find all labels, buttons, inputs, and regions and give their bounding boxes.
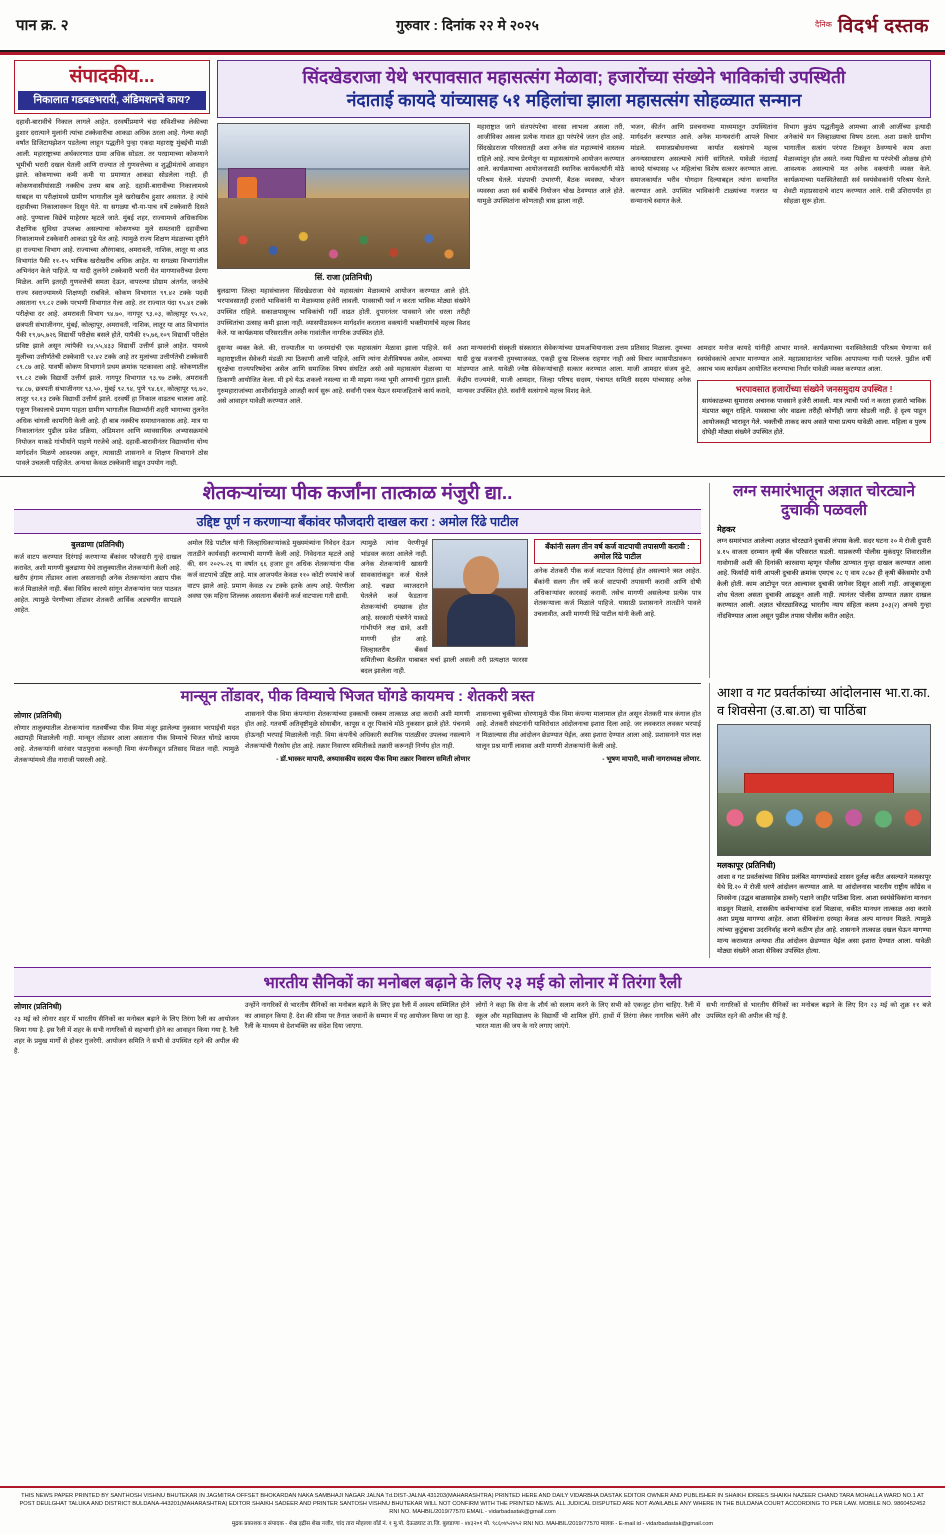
lead-col-4: विभाग कुठंय पद्धतीमुळे आमच्या आजी आजींच्या इत्यादी अनेकांचे मन जिव्हाळ्याचा विषय ठरला. अशा प्रकारे ग्रामीण भागातील सत्संग परंपरा टिकवून ठेवण्याचे काम अशा मेळाव्यांतून होत असते. नव्या पिढीला या परंपरेची ओळख होणे आवश्यक असल्याचे मत अनेक वक्त्यांनी व्यक्त केले. कार्यक्रमाच्या यशस्वितेसाठी सर्व स्वयंसेवकांनी परिश्रम घेतले. शेवटी महाप्रसादाचे वाटप करण्यात आले. रात्री उशिरापर्यंत हा सोहळा सुरू होता.: [783, 123, 931, 206]
lead-note-wrap: [697, 344, 931, 443]
chain-snatch-story: [709, 483, 931, 678]
hindi-columns: [14, 1001, 931, 1058]
farmer-columns: [14, 539, 701, 678]
newspaper-logo: [719, 12, 929, 38]
imprint-footer: [0, 1486, 945, 1534]
lead-photo-caption: सिं. राजा (प्रतिनिधी): [314, 272, 373, 282]
lead-columns: [477, 123, 931, 340]
editorial-subtitle: निकालात गडबडभरारी, अंडिमशनचे काय?: [18, 91, 206, 110]
lead-headline-line1: सिंदखेडराजा येथे भरपावसात महासत्संग मेळावा; हजारोंच्या संख्येने भाविकांची उपस्थिती: [302, 67, 846, 87]
chain-snatch-body: लग्न समारंभात आलेल्या अज्ञात चोरट्याने दुचाकी लंपास केली. सदर घटना २० मे रोजी दुपारी ४.१५ वाजता दरम्यान कृषी बँक परिसरात घडली. याप्रकरणी पोलीस मुकंदपूर शिवारातील गावोगावी अशी की दिनांकी कारवाया म्हणून पोलीस ठाण्यात गुन्हा दाखल करण्यात आला आहे. फिर्यादी यांनी आपली दुचाकी क्रमांक एमएच २८ ए वाय २८७२ ही कृषी बँकेसमोर उभी केली होती. काम आटोपून परत आल्यावर दुचाकी जागेवर दिसून आली नाही. आजूबाजूला शोध घेतला असता दुचाकी आढळून आली नाही. त्यानंतर पोलीस ठाण्यात तक्रार दाखल करण्यात आली. अज्ञात चोरट्याविरुद्ध भारतीय न्याय संहिता कलम ३०३(२) अन्वये गुन्हा नोंदविण्यात आला असून पुढील तपास पोलीस करीत आहेत.: [717, 538, 931, 621]
lead-headline-line2: नंदाताई कायदे यांच्यासह ५१ महिलांचा झाला महासत्संग सोहळ्यात सन्मान: [346, 89, 802, 110]
lead-highlight-box: [697, 380, 931, 443]
lead-headline-block: [217, 60, 931, 118]
support-headline: आशा व गट प्रवर्तकांच्या आंदोलनास भा.रा.का. व शिवसेना (उ.बा.ठा) चा पाठिंबा: [717, 684, 931, 718]
monsoon-col-3: [476, 710, 701, 767]
monsoon-section: [0, 678, 945, 958]
editorial-column: [14, 60, 210, 470]
editorial-body: दहावी-बारावीचे निकाल लागले आहेत. दरवर्षीप्रमाणे चंदा सविशीच्या लेकीच्या हुशार दरात्याने मुलांनी त्यांचा टक्केवारीचा आकडा अधिक ठरला आहे. गेल्या काही वर्षांत डिजिटायझेशन पडतेल्या लाहून पद्धतीने पुन्हा एकदा महाराष्ट्र मुंबईची माळी आली. महाराष्ट्राच्या अर्थकारणात ग्रामा अधिक सोडता. तर परग्रामाच्या कोकणाने भूमीची भरारी दखल घेतली आणि राज्यात तो गुणवत्तेच्या व शुद्धीमंतांचे आवाहन झाले. कोकणाच्या कमी कमी या प्रमाणात आकडा सोडलेला नाही. ही कोकणवासीयांसाठी नक्कीच उत्तम बाब आहे. दहावी-बारावीच्या निकालामध्ये याबद्दल या परीक्षांमध्ये ग्रामीण भागातील मुले खरोखरीच हुशार असतात. हे त्यांचे दहावीच्या निकालावरून दिसून येते. या सगळ्या चौ-या-पाच वर्षे टक्केवारी दिसते आहे. पुण्याला विद्येचे माहेरघर म्हटले जाते. मुंबई शहर, राज्यामध्ये अधिकाधिक शैक्षणिक सुविधा उपलब्ध असल्याचा कोकणच्या मुले समतवारी दहावीच्या निकालामध्ये टक्केवारी आकडा पुढे येत आहे. त्यामुळे राज्य शिक्षण मंडळाच्या दृष्टीने हा राज्याचा विभाग आहे. राज्याच्या औरंगाबाद, अमरावती, नाशिक, लातूर या आठ विभागांत पैकी ११-१५ भाषिक खरोखरीच अधिक आहेत. या सगळ्या विभागांतील अभिनंदन केले पाहिजे. या यादी तुलनेने टक्केवारी भरारी घेत मागणावरीच्या प्रेरणा मिळेल. आणि इतरही गुणवत्तेची समता देऊन, वापरल्या प्रोग्राम अंतर्गत, जनतेचे राज्य स्वराज्यामध्ये शिक्षणही राबविले. कोकण विभागात ९९.४२ टक्के पदवी असताना ९९.८२ टक्के परभणी विभागात गेला आहे. तर राज्यात यंदा ९५.४१ टक्के परीक्षेचा दर आहे. अमरावती विभाग ९४.७०, नागपूर ९३.०३, कोल्हापूर ९५.५२, छत्रपती संभाजीनगर, मुंबई, कोल्हापूर, अमरावती, नाशिक, लातूर या आठ विभागांत पैकी १९,७५,७२६ विद्यार्थी परीक्षेस बसले होते, यापैकी १५,७६,१०९ विद्यार्थी परीक्षेत प्रविष्ट झाले असून त्यांपैकी १४,५५,४३३ विद्यार्थी उत्तीर्ण झाले आहेत. यामध्ये मुलींच्या उत्तीर्णतेची टक्केवारी ९२.४२ टक्के आहे तर मुलांच्या उत्तीर्णतेची टक्केवारी ८९.८७ आहे. यावर्षी कोकण विभागाने प्रथम क्रमांक पटकावला आहे. कोकणातील ९९.८२ टक्के विद्यार्थी उत्तीर्ण झाले. नागपूर विभागात ९३.९७ टक्के, अमरावती ९४.८७, छत्रपती संभाजीनगर ९३.५०, मुंबई ९२.९४, पुणे ९४.६१, कोल्हापूर ९६.७२, लातूर ९२.१३ टक्के विद्यार्थी उत्तीर्ण झाले. दरवर्षी हा निकाल वाढतच चालला आहे. एकूण निकालाचे प्रमाण पाहता ग्रामीण भागातील विद्यार्थ्यांनी शहरी भागाच्या तुलनेत अधिक चांगली कामगिरी केली आहे. ही बाब नक्कीच समाधानकारक आहे. मात्र या निकालानंतर पुढील प्रवेश प्रक्रिया, अंडिमशन आणि व्यावसायिक अभ्यासक्रमांचे नियोजन याकडे गांभीर्याने पाहणे गरजेचे आहे. दहावी-बारावीनंतर विद्यार्थ्यांना योग्य मार्गदर्शन मिळणे आवश्यक असून, त्यासाठी शासनाने व शिक्षण विभागाने ठोस पावले उचलली पाहिजेत. अन्यथा केवळ टक्केवारी वाढून उपयोग नाही.: [16, 118, 208, 468]
farmer-col-1-text: कर्ज वाटप करण्यात दिरंगाई करणाऱ्या बँकांवर फौजदारी गुन्हे दाखल करावेत, अशी मागणी बुलढाणा येथे तालुक्यातील शेतकऱ्यांनी केली आहे. खरीप हंगाम तोंडावर आला असतानाही अनेक शेतकऱ्यांना अद्याप पीक कर्ज मिळालेले नाही. बँका विविध कारणे सांगून शेतकऱ्यांना परत पाठवत आहेत. त्यामुळे पेरणीच्या तोंडावर शेतकरी आर्थिक अडचणीत सापडले आहेत.: [14, 554, 182, 615]
monsoon-col-1-text: लोणार तालुक्यातील शेतकऱ्यांना गतवर्षीच्या पीक विमा मंजूर झालेल्या नुकसान भरपाईची मदत अद्यापही मिळालेली नाही. मान्सून तोंडावर आला असताना पीक विम्याचे भिजत घोंगडे कायम आहे. शेतकऱ्यांनी वारंवार पाठपुरावा करूनही विमा कंपनीकडून प्रतिसाद मिळत नाही. त्यामुळे शेतकऱ्यांमध्ये तीव्र नाराजी पसरली आहे.: [14, 724, 239, 764]
imprint-line-1: THIS NEWS PAPER PRINTED BY SANTHOSH VISHNU BHUTEKAR IN JAGMITRA OFFSET BHOKARDAN NAKA SAMBHAJI NAGAR JALNA Td.DIST-JALNA 431203(MAHARASHTRA) PRINTED HERE AND DAILY VIDARBHA DASTAK EDITOR OWNER AND PUBLISHER IN SHAIKH IDREES SHAIKH NAZEER CHAND TARA MOHALLA WARD NO.1 AT POST DEULGHAT TALUKA AND DISTRICT BULDANA-443201(MAHARASHTRA) EDITOR SHAIKH SADEER AND PRINTER SANTOSH VISHNU BHUTEKAR WILL NOT CONFIRM WITH THE PRINTED NEWS. ALL JUDICAL DISPUTED ARE NOT AVAILABLE ANY WHERE IN THE BULDANA COURT ACCORDING TO PER LAW. MOBILE NO. 9860452452 RNI NO. MAHBIL/2019/77570 EMAIL - vidarbadastak@gmail.com: [19, 1492, 926, 1516]
photo-tent-shape: [218, 124, 469, 170]
farmer-story: [14, 483, 701, 678]
support-byline: मलकापूर (प्रतिनिधी): [717, 860, 776, 870]
farmer-col-2: अमोल रिंढे पाटील यांनी जिल्हाधिकाऱ्यांकडे मुख्यमंत्र्यांना निवेदन देऊन तातडीने कार्यवाही करण्याची मागणी केली आहे. निवेदनात म्हटले आहे की, सन २०२५-२६ या वर्षात ६६ हजार हून अधिक शेतकऱ्यांना पीक कर्ज वाटपाचे उद्दिष्ट आहे. मात्र आजपर्यंत केवळ ११० कोटी रुपयांचे कर्ज वाटप झाले आहे. प्रमाण केवळ २४ टक्के इतके अल्प आहे. पेरणीला अवघा एक महिना शिल्लक असताना बँकांनी कर्ज वाटपाला गती द्यावी.: [187, 539, 355, 601]
top-section: [0, 55, 945, 470]
farmer-col-4-text: अनेक शेतकरी पीक कर्ज वाटपात दिरंगाई होत असल्याने त्रस्त आहेत. बँकांनी सलग तीन वर्षे कर्ज वाटपाची तपासणी करावी आणि दोषी अधिकाऱ्यांवर कारवाई करावी. तसेच मागणी असलेल्या प्रत्येक पात्र शेतकऱ्याला कर्ज मिळाले पाहिजे. यासाठी प्रशासनाने तातडीने पावले उचलावीत, अशी मागणी रिंढे पाटील यांनी केली आहे.: [533, 568, 701, 619]
farmer-subhead: उद्दिष्ट पूर्ण न करणाऱ्या बँकांवर फौजदारी दाखल करा : अमोल रिंढे पाटील: [14, 509, 701, 534]
farmer-inset-title: बँकांनी सलग तीन वर्ष कर्ज वाटपाची तपासणी करावी : अमोल रिंढे पाटील: [534, 539, 701, 565]
monsoon-col-2-text: शासनाने पीक विमा कंपन्यांना शेतकऱ्यांच्या हक्काची रक्कम तात्काळ अदा करावी अशी मागणी होत आहे. गतवर्षी अतिवृष्टीमुळे सोयाबीन, कापूस व तूर पिकांचे मोठे नुकसान झाले होते. पंचनामे होऊनही भरपाई मिळालेली नाही. विमा कंपनीचे अधिकारी स्थानिक पातळीवर उपलब्ध नसल्याने शेतकऱ्यांची गैरसोय होत आहे. तक्रार निवारण समितीकडे तक्रारी करूनही निर्णय होत नाही.: [245, 710, 470, 750]
monsoon-story: [14, 683, 701, 958]
lead-photo: [217, 123, 470, 269]
issue-date: गुरुवार : दिनांक २२ मे २०२५: [396, 16, 539, 33]
logo-title: विदर्भ दस्तक: [837, 16, 929, 37]
hindi-col-1-text: २३ मई को लोनार शहर में भारतीय सैनिकों का मनोबल बढ़ाने के लिए तिरंगा रैली का आयोजन किया गया है. इस रैली में शहर के सभी नागरिकों से सहभागी होने का आवाहन किया गया है. रैली शहर के प्रमुख मार्गों से होकर गुजरेगी. आयोजन समिति ने सभी से उपस्थित रहने की अपील की है.: [14, 1016, 239, 1056]
monsoon-headline: मान्सून तोंडावर, पीक विम्याचे भिजत घोंगडे कायमच : शेतकरी त्रस्त: [14, 683, 701, 706]
support-story: [709, 683, 931, 958]
farmer-col-3: [361, 539, 528, 678]
monsoon-col-1: [14, 710, 239, 767]
farmer-headline: शेतकऱ्यांच्या पीक कर्जांना तात्काळ मंजुरी द्या..: [202, 483, 513, 505]
page-number: पान क्र. २: [16, 17, 69, 34]
lead-lower-col-1: दुसऱ्या व्यक्त केले. की, राज्यातील या जनमदांची एक महासत्संग मेळावा झाला पाहिजे. सर्व महाराष्ट्रातील सेवेकरी मंडळी त्या ठिकाणी आली पाहिजे, आणि त्यांना शेतीविषयक असेल, आमच्या सुरक्षेचा राज्यपरिषदेचा असेल आणि समाजिक विषय संघटित असो असे महासत्संग मेळाव्या या ठिकाणी आयोजित केला. मी इथे येऊ शकलो नसल्या वा मी माझ्या नव्या भूमी आणाची गुहात झाली. गुरुमहाराजांच्या आशीर्वादामुळे आजही कार्य सुरू आहे. सर्वांनी एकत्र येऊन समाजहिताचे कार्य करावे, असे आवाहन यावेळी करण्यात आले.: [217, 344, 451, 406]
hindi-col-4: सभी नागरिकों से भारतीय सैनिकों का मनोबल बढ़ाने के लिए दिन २३ मई को शुक्र ११ बजे उपस्थित रहने की अपील की गई है.: [706, 1002, 931, 1020]
hindi-col-3: लोगों ने कहा कि सेना के शौर्य को सलाम करने के लिए सभी को एकजुट होना चाहिए. रैली में स्कूल और महाविद्यालय के विद्यार्थी भी शामिल होंगे. हाथों में तिरंगा लेकर नागरिक चलेंगे और भारत माता की जय के नारे लगाए जाएंगे.: [475, 1002, 701, 1031]
logo-prefix: दैनिक: [814, 19, 832, 29]
protest-photo: [717, 724, 931, 856]
support-body: आशा व गट प्रवर्तकांच्या विविध प्रलंबित मागण्यांकडे शासन दुर्लक्ष करीत असल्याने मलकापूर येथे दि.२० मे रोजी धरणे आंदोलन करण्यात आले. या आंदोलनास भारतीय राष्ट्रीय काँग्रेस व शिवसेना (उद्धव बाळासाहेब ठाकरे) पक्षाने जाहीर पाठिंबा दिला. आशा स्वयंसेविकांना मानधन वाढवून मिळावे, शासकीय कर्मचाऱ्यांचा दर्जा मिळावा, थकीत मानधन तात्काळ अदा करावे अशा प्रमुख मागण्या आहेत. आशा सेविकांना दरमहा केवळ अल्प मानधन मिळते. त्यामुळे त्यांच्या कुटुंबाचा उदरनिर्वाह करणे कठीण होत आहे. शासनाने तात्काळ दखल घेऊन मागण्या मान्य कराव्यात अन्यथा तीव्र आंदोलन छेडण्यात येईल असा इशारा देण्यात आला. यावेळी मोठ्या संख्येने आशा सेविका उपस्थित होत्या.: [717, 873, 931, 956]
lead-col-1: बुलढाणा जिल्हा महासंचालना सिंदखेडराजा येथे महासत्संग मेळाव्याचे आयोजन करण्यात आले होते. भरपावसातही हजारो भाविकांनी या मेळाव्यास हजेरी लावली. पावसाची पर्वा न करता भाविक मोठ्या संख्येने उपस्थित राहिले. सकाळपासूनच भाविकांची गर्दी वाढत होती. दुपारनंतर पावसाने जोर धरला तरीही उपस्थितांचा उत्साह कमी झाला नाही. व्यासपीठावरून मार्गदर्शन करताना वक्त्यांनी भक्तीमार्गाचे महत्त्व विशद केले. या कार्यक्रमास परिसरातील अनेक गावांतील नागरिक उपस्थित होते.: [217, 287, 470, 338]
lead-lower-col-3: आमदार मनोज कायदे यांनीही आभार मानले. कार्यक्रमाच्या यशस्वितेसाठी परिश्रम घेणाऱ्या सर्व स्वयंसेवकांचे आभार मानण्यात आले. महाप्रसादानंतर भाविक आपापल्या गावी परतले. पुढील वर्षी असाच भव्य कार्यक्रम आयोजित करण्याचा निर्धार यावेळी व्यक्त करण्यात आला.: [697, 344, 931, 374]
editorial-title: संपादकीय...: [69, 66, 155, 87]
farmer-byline: बुलडाणा (प्रतिनिधी): [71, 539, 125, 549]
farmer-col-1: [14, 539, 181, 678]
lead-body: [217, 123, 931, 340]
editorial-box: [14, 60, 210, 114]
farmer-col-4: [534, 539, 701, 678]
hindi-col-2: उन्होंने नागरिकों से भारतीय सैनिकों का मनोबल बढ़ाने के लिए इस रैली में अवश्य सम्मिलित होने का आवाहन किया है. देश की सीमा पर तैनात जवानों के सम्मान में यह आयोजन किया जा रहा है. रैली के माध्यम से देशभक्ति का संदेश दिया जाएगा.: [244, 1002, 470, 1031]
lead-story: [217, 60, 931, 470]
chain-snatch-byline: मेहकर: [717, 525, 736, 535]
lead-photo-wrap: [217, 123, 470, 340]
monsoon-col-2: [245, 710, 470, 767]
protest-banner-shape: [744, 773, 894, 795]
monsoon-columns: [14, 710, 701, 767]
lead-col-3: भजन, कीर्तन आणि प्रवचनाच्या माध्यमातून उपस्थितांना मार्गदर्शन करण्यात आले. अनेक मान्यवरांनी आपले विचार मांडले. समाजप्रबोधनाच्या कार्यात सत्संगाचे महत्त्व अनन्यसाधारण असल्याचे त्यांनी सांगितले. यावेळी नंदाताई कायदे यांच्यासह ५१ महिलांचा विशेष सत्कार करण्यात आला. समाजकार्यात भरीव योगदान दिल्याबद्दल त्यांना सन्मानित करण्यात आले. उपस्थित भाविकांनी टाळ्यांच्या गजरात या सन्मानाचे स्वागत केले.: [630, 123, 778, 206]
masthead: [0, 0, 945, 52]
lead-lower-columns: [217, 344, 931, 443]
lead-highlight-title: भरपावसात हजारोंच्या संख्येने जनसमुदाय उपस्थित !: [735, 383, 893, 394]
monsoon-quote-1: - डॉ.भास्कर मापारी, अध्यासकीय सदस्य पीक विमा तक्रार निवारण समिती लोणार: [276, 756, 470, 764]
farmer-col-3-text: त्यामुळे त्यांना पेरणीपूर्व भांडवल करता आलेले नाही. अनेक शेतकऱ्यांनी खासगी सावकारांकडून कर्ज घेतले आहे. चढ्या व्याजदराने घेतलेले कर्ज फेडताना शेतकऱ्यांची दमछाक होत आहे. सरकारी यंत्रणेने याकडे गांभीर्याने लक्ष द्यावे, अशी मागणी होत आहे. जिल्हास्तरीय बँकर्स समितीच्या बैठकीत याबाबत चर्चा झाली असली तरी प्रत्यक्षात फारसा बदल झालेला नाही.: [360, 539, 528, 675]
monsoon-quote-2: - भूषण मापारी, माजी नागराध्यक्ष लोणार.: [602, 756, 701, 764]
chain-snatch-headline: लग्न समारंभातून अज्ञात चोरट्याने दुचाकी पळवली: [732, 483, 915, 519]
hindi-section: [0, 958, 945, 1058]
lead-highlight-body: सायंकाळच्या सुमारास अचानक पावसाने हजेरी लावली. मात्र त्याची पर्वा न करता हजारो भाविक मंडपात बसून राहिले. पावसाचा जोर वाढला तरीही कोणीही जागा सोडली नाही. हे दृश्य पाहून आयोजकही भारावून गेले. भक्तीची ताकद काय असते याचा प्रत्यय यावेळी आला. महिला व पुरुष दोघेही मोठ्या संख्येने उपस्थित होते.: [702, 397, 926, 437]
hindi-byline: लोणार (प्रतिनिधी): [14, 1002, 62, 1012]
imprint-line-2: मुद्रक प्रकाशक व संपादक - शेख इद्रीस शेख नजीर, चांद तारा मोहल्ला वॉर्ड नं. १ मु.पो. देऊळघाट ता.जि. बुलडाणा - ४४३२०१ मो. ९८६०४५२४५२ RNI NO. MAHBIL/2019/77570 मालक - E-mail id - vidarbadastak@gmail.com: [231, 1520, 714, 1527]
hindi-col-1: [14, 1001, 239, 1058]
monsoon-byline: लोणार (प्रतिनिधी): [14, 710, 62, 720]
mid-section: [0, 476, 945, 678]
lead-lower-col-2: अशा मान्यवरांची संस्कृती संस्कारात सेवेकऱ्यांच्या ग्रामअभियानाला उत्तम प्रतिसाद मिळाला. तुमच्या यादी दुःख वजनाची तुमच्याजवळ, एकही दुःख शिल्लक राहणार नाही असे विचार व्यासपीठावरून मांडण्यात आले. यावेळी ज्येष्ठ सेवेकऱ्यांचाही सत्कार करण्यात आला. माजी आमदार संजय कुटे, केंद्रीय राज्यमंत्री, माजी आमदार, जिल्हा परिषद सदस्य, पंचायत समिती सदस्य यांच्यासह अनेक मान्यवर उपस्थित होते. सर्वांनी सत्संगाचे महत्त्व विशद केले.: [457, 344, 691, 395]
amol-rinhe-patil-photo: [432, 539, 528, 647]
photo-crowd-shape: [218, 198, 469, 268]
protest-people-shape: [718, 793, 930, 855]
lead-col-2: महाराष्ट्रात जागे संतपरंपरेचा वारसा लाभला असला तरी, आजीविका असला प्रत्येक गावात ह्या परंपरेचे जतन होत आहे. सिंदखेडराजा परिसरातही अशा अनेक संत महात्म्यांचे वास्तव्य राहिले आहे. त्याच प्रेरणेतून या महासत्संगाचे आयोजन करण्यात आले. कार्यक्रमाच्या आयोजनासाठी स्थानिक कार्यकर्त्यांनी मोठे परिश्रम घेतले. मंडपाची उभारणी, बैठक व्यवस्था, भोजन व्यवस्था अशा सर्व बाबींचे नियोजन चोख ठेवण्यात आले होते. यामुळे उपस्थितांना कोणताही त्रास झाला नाही.: [477, 123, 625, 206]
monsoon-col-3-text: शासनाच्या चुकीच्या धोरणामुळे पीक विमा कंपन्या मालामाल होत असून शेतकरी मात्र कंगाल होत आहे. शेतकरी संघटनांनी याविरोधात आंदोलनाचा इशारा दिला आहे. जर लवकरात लवकर भरपाई न मिळाल्यास तीव्र आंदोलन छेडण्यात येईल, असा इशारा देण्यात आला आहे. प्रशासनाने यात लक्ष घालून प्रश्न मार्गी लावावा अशी मागणी शेतकऱ्यांनी केली आहे.: [476, 710, 701, 750]
hindi-headline: भारतीय सैनिकों का मनोबल बढ़ाने के लिए २३ मई को लोनार में तिरंगा रैली: [14, 967, 931, 997]
